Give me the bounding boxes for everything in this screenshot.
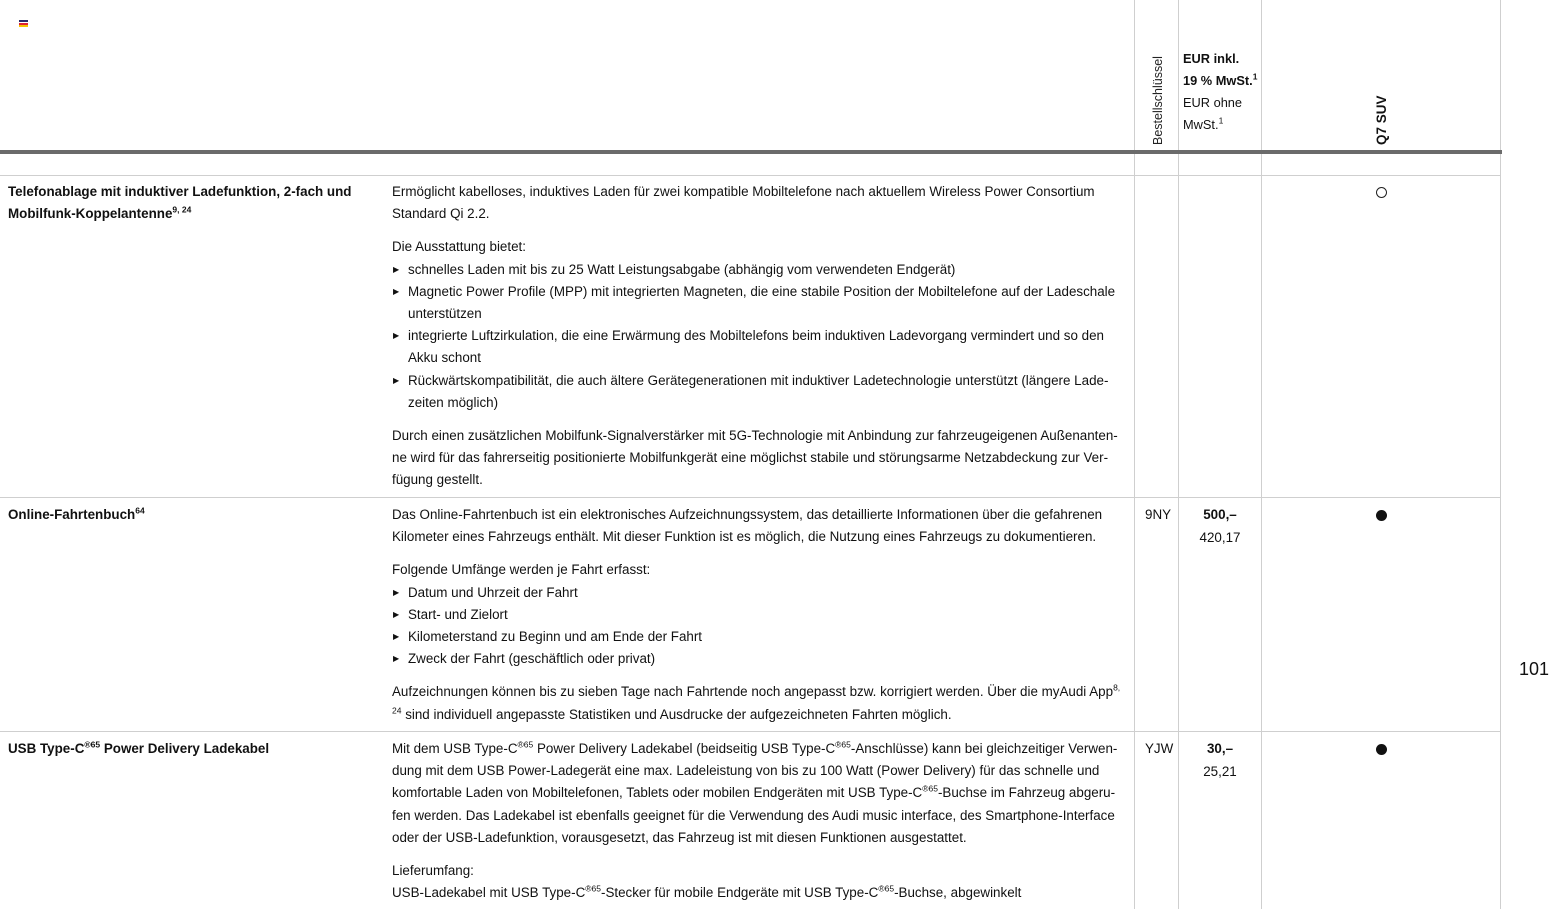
header-price: EUR inkl. 19 % MwSt.$^1$ EUR ohne MwSt.$^1$ [1183,51,1258,132]
row-divider [0,731,1501,732]
row-title: Online-Fahrtenbuch$^{64}$ [8,505,145,522]
list-item: ▶ Kilometerstand zu Beginn und am Ende der Fahrt [392,626,1127,648]
price: 30,– 25,21 [1203,741,1237,779]
row-divider [0,497,1501,498]
list-item: ▶ Datum und Uhrzeit der Fahrt [392,582,1127,604]
order-code: YJW [1145,741,1174,756]
column-divider [1500,0,1501,909]
column-divider [1178,0,1179,909]
row-title: Telefonablage mit induktiver Ladefunktion, 2-fach und Mobilfunk-Koppelantenne$^{9, 24}$ [8,184,352,221]
optional-circle-icon [1376,187,1387,198]
row-title: USB Type-$C^{®65}$ Power Delivery Ladekabel [8,739,270,756]
row-description: Mit dem USB Type-$C^{®65}$ Power Delivery Ladekabel (beidseitig USB Type-$C^{®65}-Anschlüsse$) kann bei gleichzeitiger Verwendung mit dem USB Power-Ladegerät eine max. Ladeleistung von bis zu 100 Watt (Power Delivery) für das schnelle und komfortable Laden von Mobiltelefonen, Tablets oder mobilen Endgeräten mit USB Type-$C^{®65}$-Buchse im Fahrzeug abgerufen werden. Das Ladekabel ist ebenfalls geeignet für die Verwendung des Audi music interface, des Smartphone-Interface oder der USB-Ladefunktion, vorausgesetzt, das Fahrzeug ist mit diesen Funktionen ausgestattet. Lieferumfang: USB-Ladekabel mit USB Type-$C^{®65}$-Stecker für mobile Endgeräte mit USB Type-$C^{®65}$-Buchse, abgewinkelt [392,739,1118,901]
german-flag-icon [19,20,28,27]
feature-list [392,582,1127,671]
list-item: ▶ Zweck der Fahrt (geschäftlich oder privat) [392,648,1127,670]
row-divider [0,175,1501,176]
header-model: Q7 SUV [1374,95,1389,145]
list-item: ▶ Magnetic Power Profile (MPP) mit integrierten Magneten, die eine stabile Position der Mobiltelefone auf der Ladeschale unterstützen [392,281,1127,325]
order-code: 9NY [1145,507,1172,522]
list-item: ▶ Start- und Zielort [392,604,1127,626]
feature-list [392,259,1127,414]
column-divider [1134,0,1135,909]
column-divider [1261,0,1262,909]
standard-dot-icon [1376,510,1387,521]
list-item: ▶ schnelles Laden mit bis zu 25 Watt Leistungsabgabe (abhängig vom verwendeten Endgerät) [392,259,1127,281]
standard-dot-icon [1376,744,1387,755]
price: 500,– 420,17 [1199,507,1241,545]
list-item: ▶ integrierte Luftzirkulation, die eine Erwärmung des Mobiltelefons beim induktiven Ladevorgang vermindert und so den Akku schont [392,325,1127,369]
list-item: ▶ Rückwärtskompatibilität, die auch ältere Gerätegenerationen mit induktiver Ladetechnologie unterstützt (längere Ladezeiten möglich) [392,370,1127,414]
header-order-key: Bestellschlüssel [1151,56,1165,145]
page-number: 101 [1519,659,1550,679]
row-description: Ermöglicht kabelloses, induktives Laden für zwei kompatible Mobiltelefone nach aktuellem Wireless Power Consortium Standard Qi 2.2. Die Ausstattung bietet: ▶ schnelles Laden mit bis zu 25 Watt Leistungsabgabe (abhängig vom verwendeten Endgerät) ▶ Magnetic Power Profile (MPP) mit integrierten Magneten, die eine stabile Position der Mobiltelefone auf der Ladeschale unterstützen ▶ integrierte Luftzirkulation, die eine Erwärmung des Mobiltelefons beim induktiven Ladevorgang vermindert und so den Akku schont ▶ Rückwärtskompatibilität, die auch ältere Gerätegenerationen mit induktiver Ladetechnologie unterstützt (längere Ladezeiten möglich) Durch einen zusätzlichen Mobilfunk-Signalverstärker mit 5G-Technologie mit Anbindung zur fahrzeugeigenen Außenantenne wird für das fahrerseitig positionierte Mobilfunkgerät eine möglichst stabile und störungsarme Netzabdeckung zur Verfügung gestellt. [392,181,1127,492]
row-description: Das Online-Fahrtenbuch ist ein elektronisches Aufzeichnungssystem, das detaillierte Informationen über die gefahrenen Kilometer eines Fahrzeugs enthält. Mit dieser Funktion ist es möglich, die Nutzung eines Fahrzeugs zu dokumentieren. Folgende Umfänge werden je Fahrt erfasst: ▶ Datum und Uhrzeit der Fahrt ▶ Start- und Zielort ▶ Kilometerstand zu Beginn und am Ende der Fahrt ▶ Zweck der Fahrt (geschäftlich oder privat) Aufzeichnungen können bis zu sieben Tage nach Fahrtende noch angepasst bzw. korrigiert werden. Über die myAudi App$^{8, 24}$ sind individuell angepasste Statistiken und Ausdrucke der aufgezeichneten Fahrten möglich. [392,504,1127,726]
header-rule [0,150,1502,154]
